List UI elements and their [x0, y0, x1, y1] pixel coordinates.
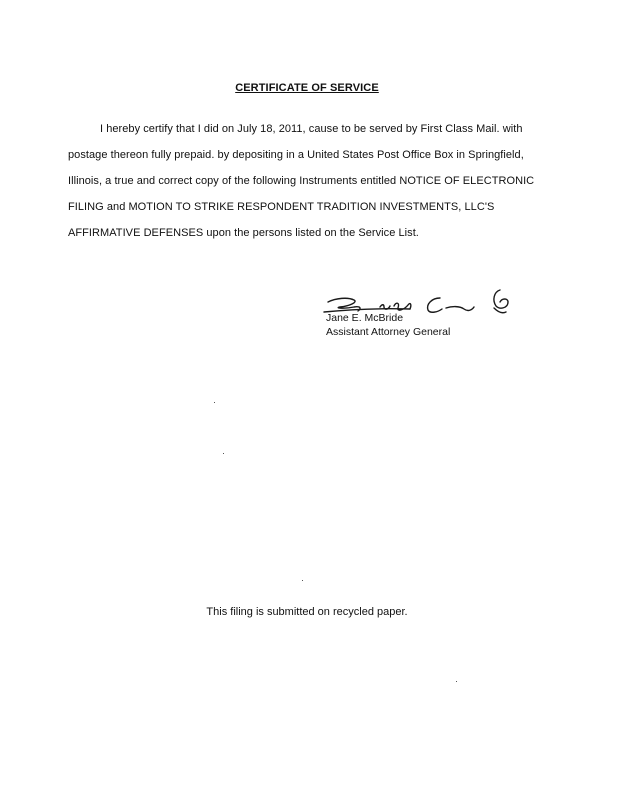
certification-text-line: FILING and MOTION TO STRIKE RESPONDENT TRADITION INVESTMENTS, LLC'S — [68, 201, 495, 213]
scan-speck — [214, 402, 215, 403]
certification-text-line: AFFIRMATIVE DEFENSES upon the persons listed on the Service List. — [68, 227, 419, 239]
scan-speck — [302, 580, 303, 581]
signer-title: Assistant Attorney General — [326, 326, 451, 338]
scan-speck — [223, 453, 224, 454]
scan-speck — [456, 681, 457, 682]
certification-text-line: I hereby certify that I did on July 18, 2011, cause to be served by First Class Mail. with — [100, 123, 523, 135]
signer-name: Jane E. McBride — [326, 312, 404, 324]
recycled-paper-note: This filing is submitted on recycled paper. — [206, 606, 408, 618]
certification-text-line: postage thereon fully prepaid. by depositing in a United States Post Office Box in Springfield, — [68, 149, 524, 161]
certification-text-line: Illinois, a true and correct copy of the following Instruments entitled NOTICE OF ELECTRONIC — [68, 175, 535, 187]
document-title: CERTIFICATE OF SERVICE — [235, 82, 379, 94]
